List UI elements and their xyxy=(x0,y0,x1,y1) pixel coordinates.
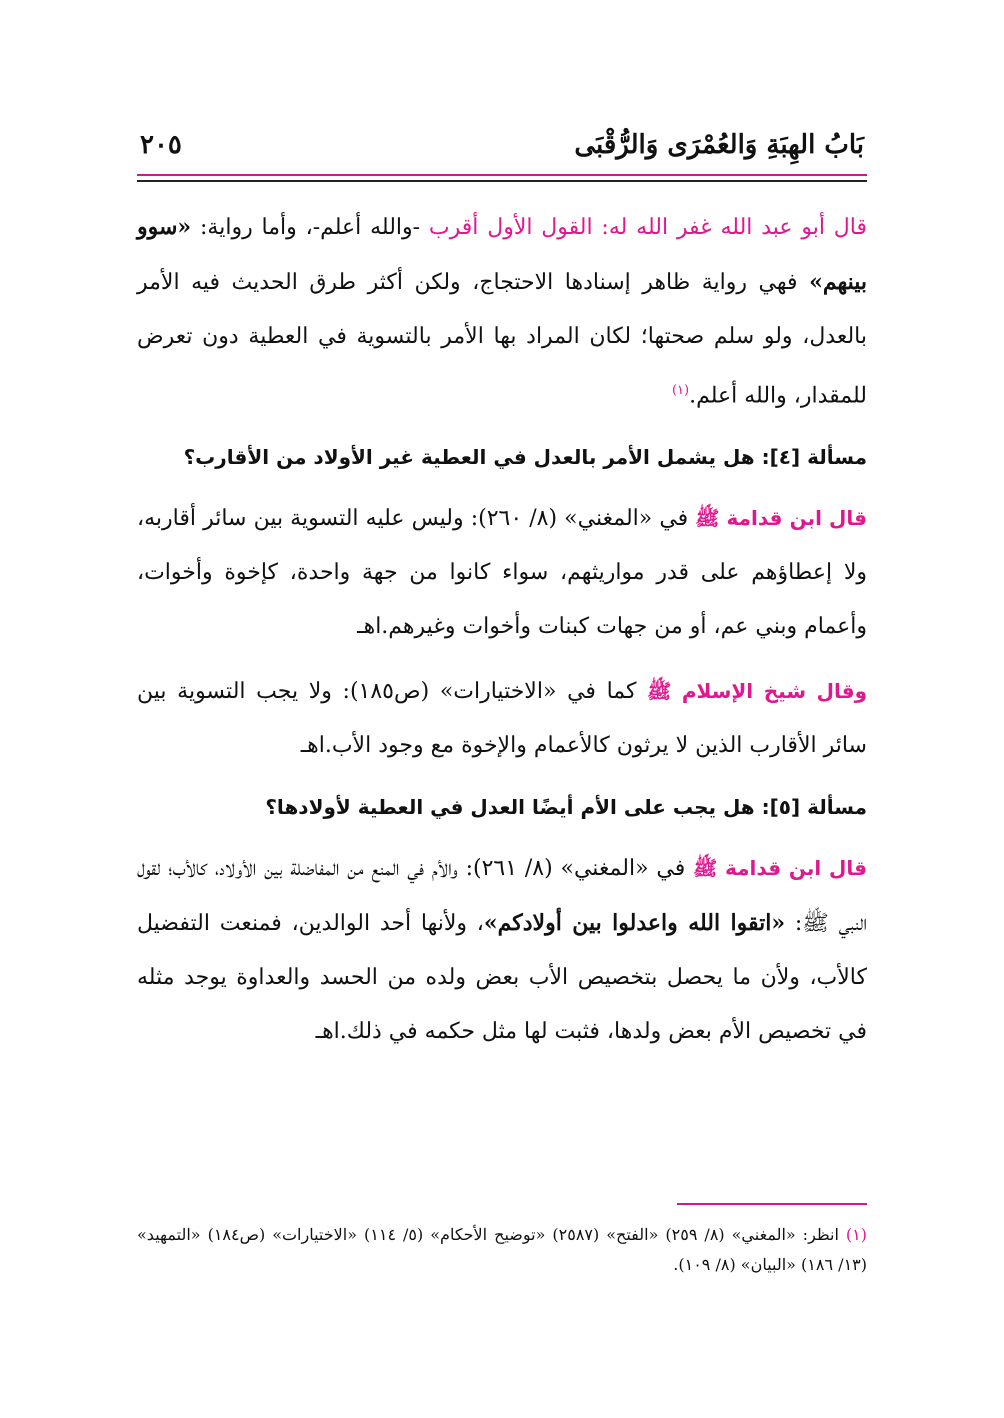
question-text: هل يجب على الأم أيضًا العدل في العطية لأولادها؟ xyxy=(265,795,762,820)
question-text: هل يشمل الأمر بالعدل في العطية غير الأولاد من الأقارب؟ xyxy=(183,445,762,470)
paragraph-text: في «المغني» (٨/ ٢٦١): والأم في المنع من المفاضلة بين الأولاد، كالأب؛ لقول النبي ﷺ: xyxy=(137,856,867,937)
hadith-quote: «سوو بينهم» xyxy=(137,214,867,295)
paragraph-text: ، ولأنها أحد الوالدين، فمنعت التفضيل كالأب، ولأن ما يحصل بتخصيص الأب بعض ولده من الحسد والعداوة يوجد مثله في تخصيص الأم بعض ولدها، فثبت لها مثل حكمه في ذلك.اهـ xyxy=(137,911,867,1045)
page-body xyxy=(137,200,867,1059)
paragraph-shaykh-islam xyxy=(137,664,867,773)
footnote-separator xyxy=(677,1203,867,1205)
paragraph-ibn-qudama-1 xyxy=(137,491,867,654)
scholar-lead: قال ابن قدامة ﷺ xyxy=(695,506,867,531)
question-5 xyxy=(137,783,867,831)
author-lead: قال أبو عبد الله غفر الله له: القول الأول أقرب xyxy=(428,215,867,240)
scholar-lead: قال ابن قدامة ﷺ xyxy=(693,856,867,881)
page-header xyxy=(140,130,864,166)
paragraph-author-opinion xyxy=(137,200,867,423)
question-label: مسألة [٥]: xyxy=(761,795,867,820)
paragraph-ibn-qudama-2 xyxy=(137,841,867,1059)
paragraph-text: كما في «الاختيارات» (ص١٨٥): ولا يجب التسوية بين سائر الأقارب الذين لا يرثون كالأعمام والإخوة مع وجود الأب.اهـ xyxy=(137,679,867,759)
footnote-number: (١) xyxy=(845,1225,868,1244)
paragraph-text: في «المغني» (٨/ ٢٦٠): وليس عليه التسوية بين سائر أقاربه، ولا إعطاؤهم على قدر مواريثهم، سواء كانوا من جهة واحدة، كإخوة وأخوات، وأعمام وبني عم، أو من جهات كبنات وأخوات وغيرهم.اهـ xyxy=(137,506,867,640)
page-number: ٢٠٥ xyxy=(140,130,182,160)
scholar-lead: وقال شيخ الإسلام ﷺ xyxy=(647,679,868,704)
question-label: مسألة [٤]: xyxy=(761,445,867,470)
hadith-quote: «اتقوا الله واعدلوا بين أولادكم» xyxy=(483,910,786,937)
paragraph-text: -والله أعلم-، وأما رواية: xyxy=(191,215,429,240)
question-4 xyxy=(137,433,867,481)
paragraph-text: فهي رواية ظاهر إسنادها الاحتجاج، ولكن أكثر طرق الحديث فيه الأمر بالعدل، ولو سلم صحتها؛ لكان المراد بها الأمر بالتسوية في العطية دون تعرض للمقدار، والله أعلم. xyxy=(137,270,867,409)
footnote xyxy=(137,1220,867,1280)
footnote-text: انظر: «المغني» (٨/ ٢٥٩) «الفتح» (٢٥٨٧) «توضيح الأحكام» (٥/ ١١٤) «الاختيارات» (ص١٨٤) «التمهيد» (١٣/ ١٨٦) «البيان» (٨/ ١٠٩). xyxy=(137,1225,867,1274)
chapter-title: بَابُ الهِبَةِ وَالعُمْرَى وَالرُّقْبَى xyxy=(574,130,864,160)
header-rule-pink xyxy=(137,174,867,176)
header-rule-dark xyxy=(137,180,867,182)
footnote-ref[interactable]: (١) xyxy=(671,383,690,398)
